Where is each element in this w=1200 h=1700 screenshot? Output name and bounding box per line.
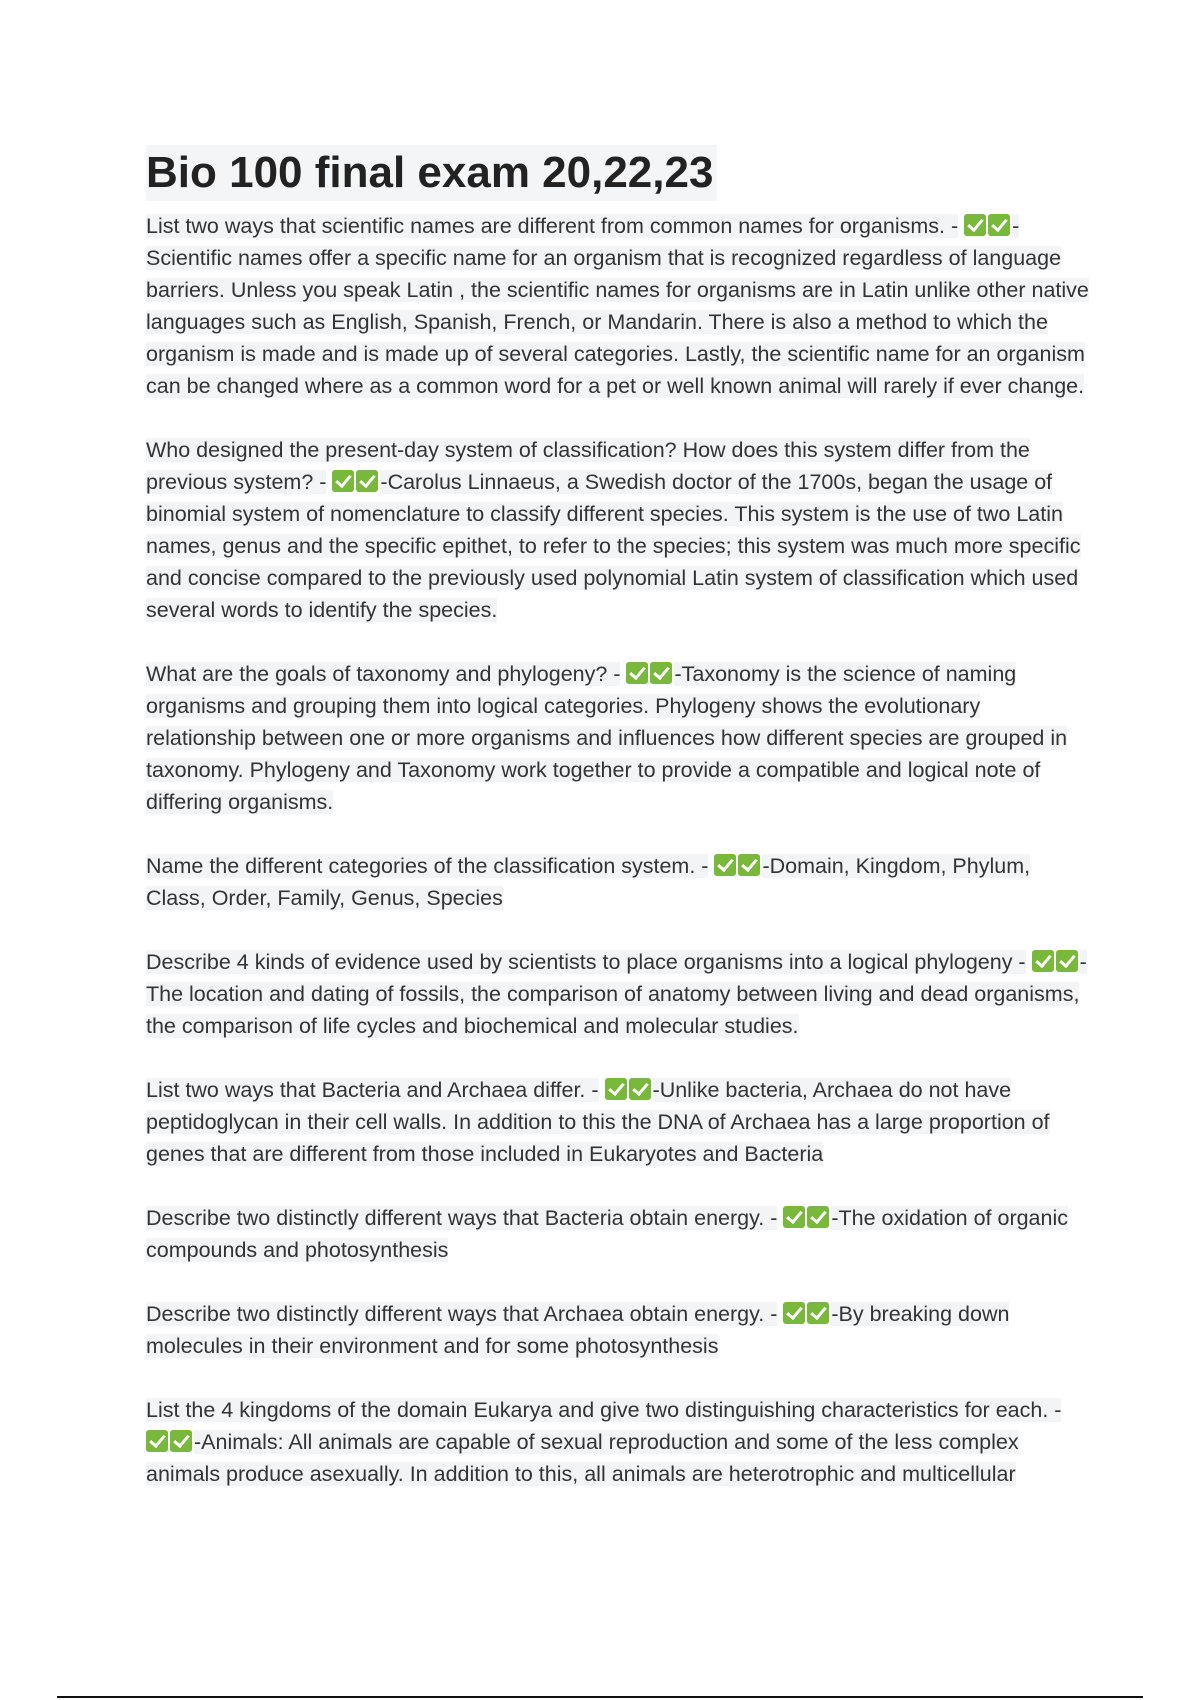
check-mark-icon: [807, 1206, 829, 1228]
question-text: Describe 4 kinds of evidence used by scientists to place organisms into a logical phylogeny -: [146, 950, 1026, 974]
answer-text: -Scientific names offer a specific name for an organism that is recognized regardless of language barriers. Unless you speak Latin , the scientific names for organisms are in Latin unlike other native languages such as English, Spanish, French, or Mandarin. There is also a method to which the organism is made and is made up of several categories. Lastly, the scientific name for an organism can be changed where as a common word for a pet or well known animal will rarely if ever change.: [146, 214, 1089, 398]
question-text: Describe two distinctly different ways that Bacteria obtain energy. -: [146, 1206, 778, 1230]
qa-item: [146, 946, 1091, 1042]
check-mark-icon: [605, 1078, 627, 1100]
answer-text: -Unlike bacteria, Archaea do not have peptidoglycan in their cell walls. In addition to this the DNA of Archaea has a large proportion of genes that are different from those included in Eukaryotes and Bacteria: [146, 1078, 1050, 1166]
check-mark-icon: [807, 1302, 829, 1324]
qa-item: [146, 434, 1091, 626]
question-text: Name the different categories of the classification system. -: [146, 854, 709, 878]
document-title: Bio 100 final exam 20,22,23: [146, 145, 717, 201]
check-mark-icon: [714, 854, 736, 876]
answer-text: -The oxidation of organic compounds and photosynthesis: [146, 1206, 1068, 1262]
answer-text: -Domain, Kingdom, Phylum, Class, Order, Family, Genus, Species: [146, 854, 1031, 910]
check-mark-icon: [783, 1302, 805, 1324]
answer-text: -By breaking down molecules in their environment and for some photosynthesis: [146, 1302, 1010, 1358]
check-mark-icon: [738, 854, 760, 876]
qa-item: [146, 210, 1091, 402]
check-mark-icon: [332, 470, 354, 492]
question-text: What are the goals of taxonomy and phylogeny? -: [146, 662, 621, 686]
check-mark-icon: [1056, 950, 1078, 972]
question-text: List the 4 kingdoms of the domain Eukarya and give two distinguishing characteristics for each. -: [146, 1398, 1062, 1422]
check-mark-icon: [783, 1206, 805, 1228]
check-mark-icon: [626, 662, 648, 684]
check-mark-icon: [170, 1430, 192, 1452]
question-text: List two ways that scientific names are different from common names for organisms. -: [146, 214, 959, 238]
answer-text: -The location and dating of fossils, the comparison of anatomy between living and dead organisms, the comparison of life cycles and biochemical and molecular studies.: [146, 950, 1087, 1038]
check-mark-icon: [629, 1078, 651, 1100]
check-mark-icon: [1032, 950, 1054, 972]
answer-text: -Animals: All animals are capable of sexual reproduction and some of the less complex animals produce asexually. In addition to this, all animals are heterotrophic and multicellular: [146, 1430, 1019, 1486]
check-mark-icon: [964, 214, 986, 236]
document-body: [146, 210, 1091, 1600]
qa-item: [146, 1202, 1091, 1266]
check-mark-icon: [988, 214, 1010, 236]
check-mark-icon: [356, 470, 378, 492]
question-text: Who designed the present-day system of classification? How does this system differ from the previous system? -: [146, 438, 1030, 494]
page-divider: [57, 1696, 1143, 1698]
answer-text: -Taxonomy is the science of naming organisms and grouping them into logical categories. Phylogeny shows the evolutionary relationship between one or more organisms and influences how different species are grouped in taxonomy. Phylogeny and Taxonomy work together to provide a compatible and logical note of differing organisms.: [146, 662, 1068, 814]
qa-item: [146, 658, 1091, 818]
qa-item: [146, 1394, 1091, 1490]
question-text: Describe two distinctly different ways that Archaea obtain energy. -: [146, 1302, 778, 1326]
question-text: List two ways that Bacteria and Archaea differ. -: [146, 1078, 599, 1102]
check-mark-icon: [146, 1430, 168, 1452]
qa-item: [146, 1298, 1091, 1362]
check-mark-icon: [650, 662, 672, 684]
answer-text: -Carolus Linnaeus, a Swedish doctor of the 1700s, began the usage of binomial system of nomenclature to classify different species. This system is the use of two Latin names, genus and the specific epithet, to refer to the species; this system was much more specific and concise compared to the previously used polynomial Latin system of classification which used several words to identify the species.: [146, 470, 1081, 622]
qa-item: [146, 850, 1091, 914]
qa-item: [146, 1074, 1091, 1170]
